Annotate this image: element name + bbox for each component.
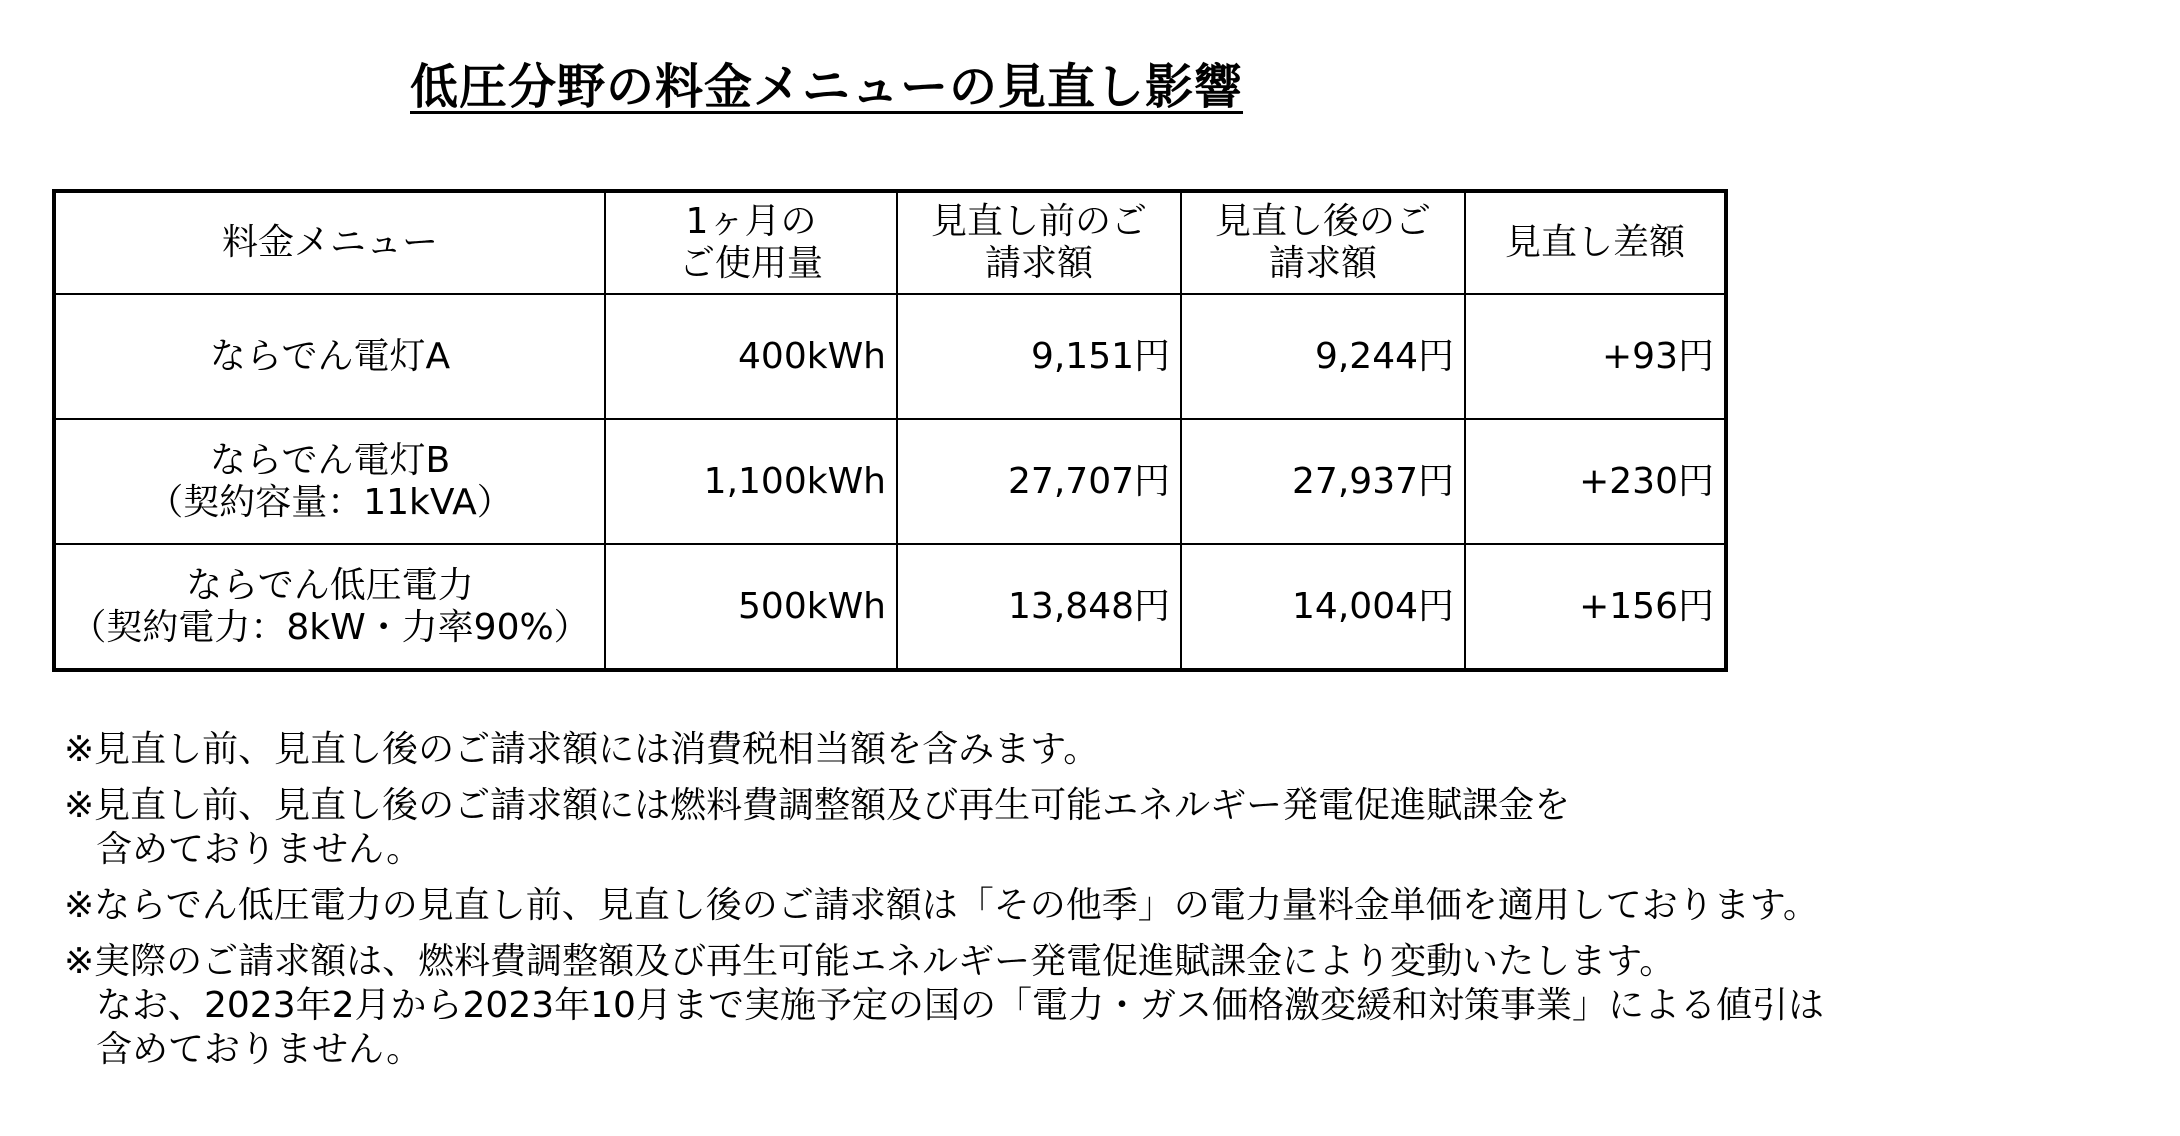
table-row [54, 419, 1726, 544]
cell-before: 9,151円 [897, 294, 1181, 419]
cell-before: 27,707円 [897, 419, 1181, 544]
cell-menu [54, 294, 605, 419]
footnote-line: ※ならでん低圧電力の見直し前、見直し後のご請求額は「その他季」の電力量料金単価を適用しております。 [64, 885, 1819, 926]
table-row [54, 294, 1726, 419]
cell-diff: +156円 [1465, 544, 1726, 670]
cell-diff: +93円 [1465, 294, 1726, 419]
cell-after: 14,004円 [1181, 544, 1465, 670]
header-diff-label: 見直し差額 [1504, 222, 1685, 263]
cell-after: 27,937円 [1181, 419, 1465, 544]
footnote-line: ※実際のご請求額は、燃料費調整額及び再生可能エネルギー発電促進賦課金により変動いたします。 [64, 941, 1676, 982]
cell-usage: 500kWh [605, 544, 897, 670]
header-menu-label: 料金メニュー [221, 222, 438, 263]
rate-comparison-table [52, 189, 1728, 672]
footnote [64, 784, 2164, 872]
header-usage-line2: ご使用量 [678, 243, 823, 284]
footnote-line: 含めておりません。 [96, 1029, 423, 1070]
header-diff [1465, 191, 1726, 294]
header-before [897, 191, 1181, 294]
header-before-line1: 見直し前のご [930, 201, 1147, 242]
footnote-line: なお、2023年2月から2023年10月まで実施予定の国の「電力・ガス価格激変緩和対策事業」による値引は [96, 985, 1824, 1026]
page-title: 低圧分野の料金メニューの見直し影響 [410, 59, 1244, 115]
table-row [54, 544, 1726, 670]
footnote-line: 含めておりません。 [96, 829, 423, 870]
menu-condition: （契約電力：8kW・力率90%） [70, 606, 590, 648]
footnote-line: ※見直し前、見直し後のご請求額には燃料費調整額及び再生可能エネルギー発電促進賦課金を [64, 785, 1571, 826]
header-after-line2: 請求額 [1268, 243, 1377, 284]
cell-diff: +230円 [1465, 419, 1726, 544]
menu-name: ならでん電灯A [209, 335, 451, 377]
menu-condition: （契約容量：11kVA） [147, 481, 513, 523]
cell-usage: 1,100kWh [605, 419, 897, 544]
footnote [64, 728, 2164, 772]
cell-after: 9,244円 [1181, 294, 1465, 419]
header-usage [605, 191, 897, 294]
menu-name: ならでん電灯B [209, 439, 451, 481]
header-after-line1: 見直し後のご [1214, 201, 1431, 242]
header-usage-line1: 1ヶ月の [685, 201, 817, 242]
cell-menu [54, 419, 605, 544]
footnote [64, 884, 2164, 928]
cell-before: 13,848円 [897, 544, 1181, 670]
header-after [1181, 191, 1465, 294]
header-menu [54, 191, 605, 294]
header-before-line2: 請求額 [984, 243, 1093, 284]
footnote-line: ※見直し前、見直し後のご請求額には消費税相当額を含みます。 [64, 729, 1100, 770]
table-header-row [54, 191, 1726, 294]
cell-usage: 400kWh [605, 294, 897, 419]
cell-menu [54, 544, 605, 670]
footnote [64, 940, 2164, 1072]
footnotes [64, 728, 2164, 1084]
menu-name: ならでん低圧電力 [186, 564, 474, 606]
